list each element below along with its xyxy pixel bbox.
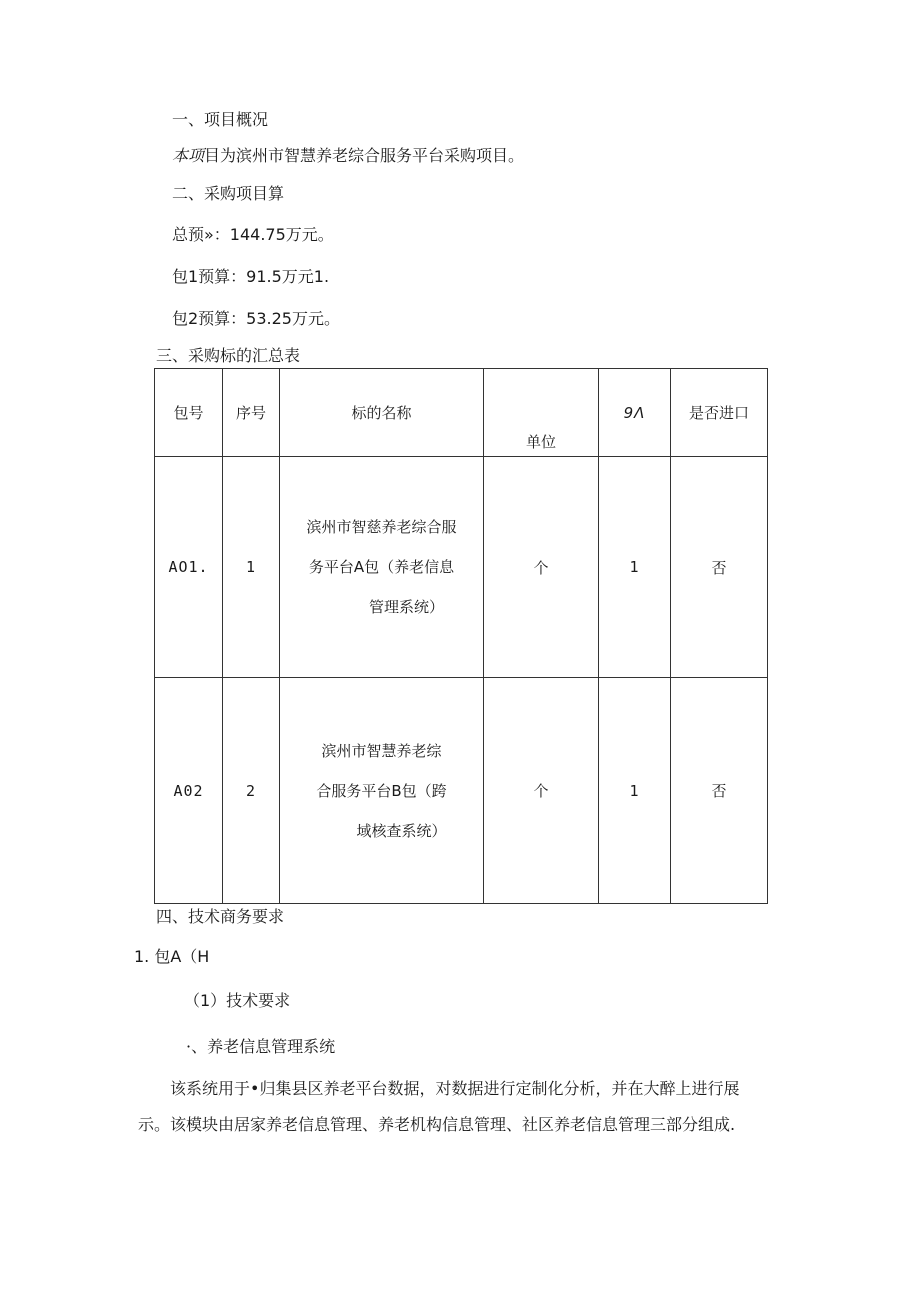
name-line: 滨州市智慈养老综合服 (306, 518, 457, 536)
header-name: 标的名称 (280, 369, 484, 457)
name-line: 域核查系统） (356, 821, 447, 840)
total-budget: 总预»：144.75万元。 (172, 225, 334, 244)
cell-unit: 个 (484, 678, 599, 904)
description-line: 示。该模块由居家养老信息管理、养老机构信息管理、社区养老信息管理三部分组成. (138, 1115, 736, 1134)
cell-name (280, 457, 484, 678)
cell-unit: 个 (484, 457, 599, 678)
section-1-heading: 一、项目概况 (172, 110, 269, 129)
section-2-heading: 二、采购项目算 (172, 184, 285, 203)
header-unit: 单位 (484, 369, 599, 457)
procurement-summary-table (154, 368, 768, 904)
cell-package: AO1. (155, 457, 223, 678)
table-row (155, 678, 768, 904)
cell-imported: 否 (671, 457, 768, 678)
cell-package: A02 (155, 678, 223, 904)
cell-seq: 2 (223, 678, 280, 904)
cell-qty: 1 (599, 678, 671, 904)
name-line: 滨州市智慧养老综 (321, 741, 442, 760)
table-header-row (155, 369, 768, 457)
section-4-heading: 四、技术商务要求 (156, 907, 285, 926)
project-overview-text (172, 146, 524, 166)
name-line: 务平台A包（养老信息 (308, 558, 455, 576)
subsystem-heading: ·、养老信息管理系统 (186, 1037, 336, 1056)
header-package: 包号 (155, 369, 223, 457)
tech-requirements-heading: （1）技术要求 (184, 991, 291, 1010)
header-seq: 序号 (223, 369, 280, 457)
subsystem-description (138, 1071, 780, 1143)
description-line: 该系统用于•归集县区养老平台数据，对数据进行定制化分析，并在大醉上进行展 (170, 1079, 740, 1098)
overview-italic-fragment: 本项 (172, 146, 205, 165)
header-qty: 9Λ (599, 369, 671, 457)
package-a-heading: 1. 包A（H (134, 947, 210, 966)
cell-imported: 否 (671, 678, 768, 904)
header-imported: 是否进口 (671, 369, 768, 457)
table-row (155, 457, 768, 678)
package-2-budget: 包2预算：53.25万元。 (172, 309, 340, 328)
cell-qty: 1 (599, 457, 671, 678)
name-line: 合服务平台B包（跨 (316, 781, 447, 800)
cell-name (280, 678, 484, 904)
name-line: 管理系统） (368, 598, 444, 616)
cell-seq: 1 (223, 457, 280, 678)
package-1-budget: 包1预算：91.5万元1. (172, 267, 330, 286)
section-3-heading: 三、采购标的汇总表 (156, 346, 301, 365)
overview-text-rest: 目为滨州市智慧养老综合服务平台采购项目。 (204, 146, 525, 165)
